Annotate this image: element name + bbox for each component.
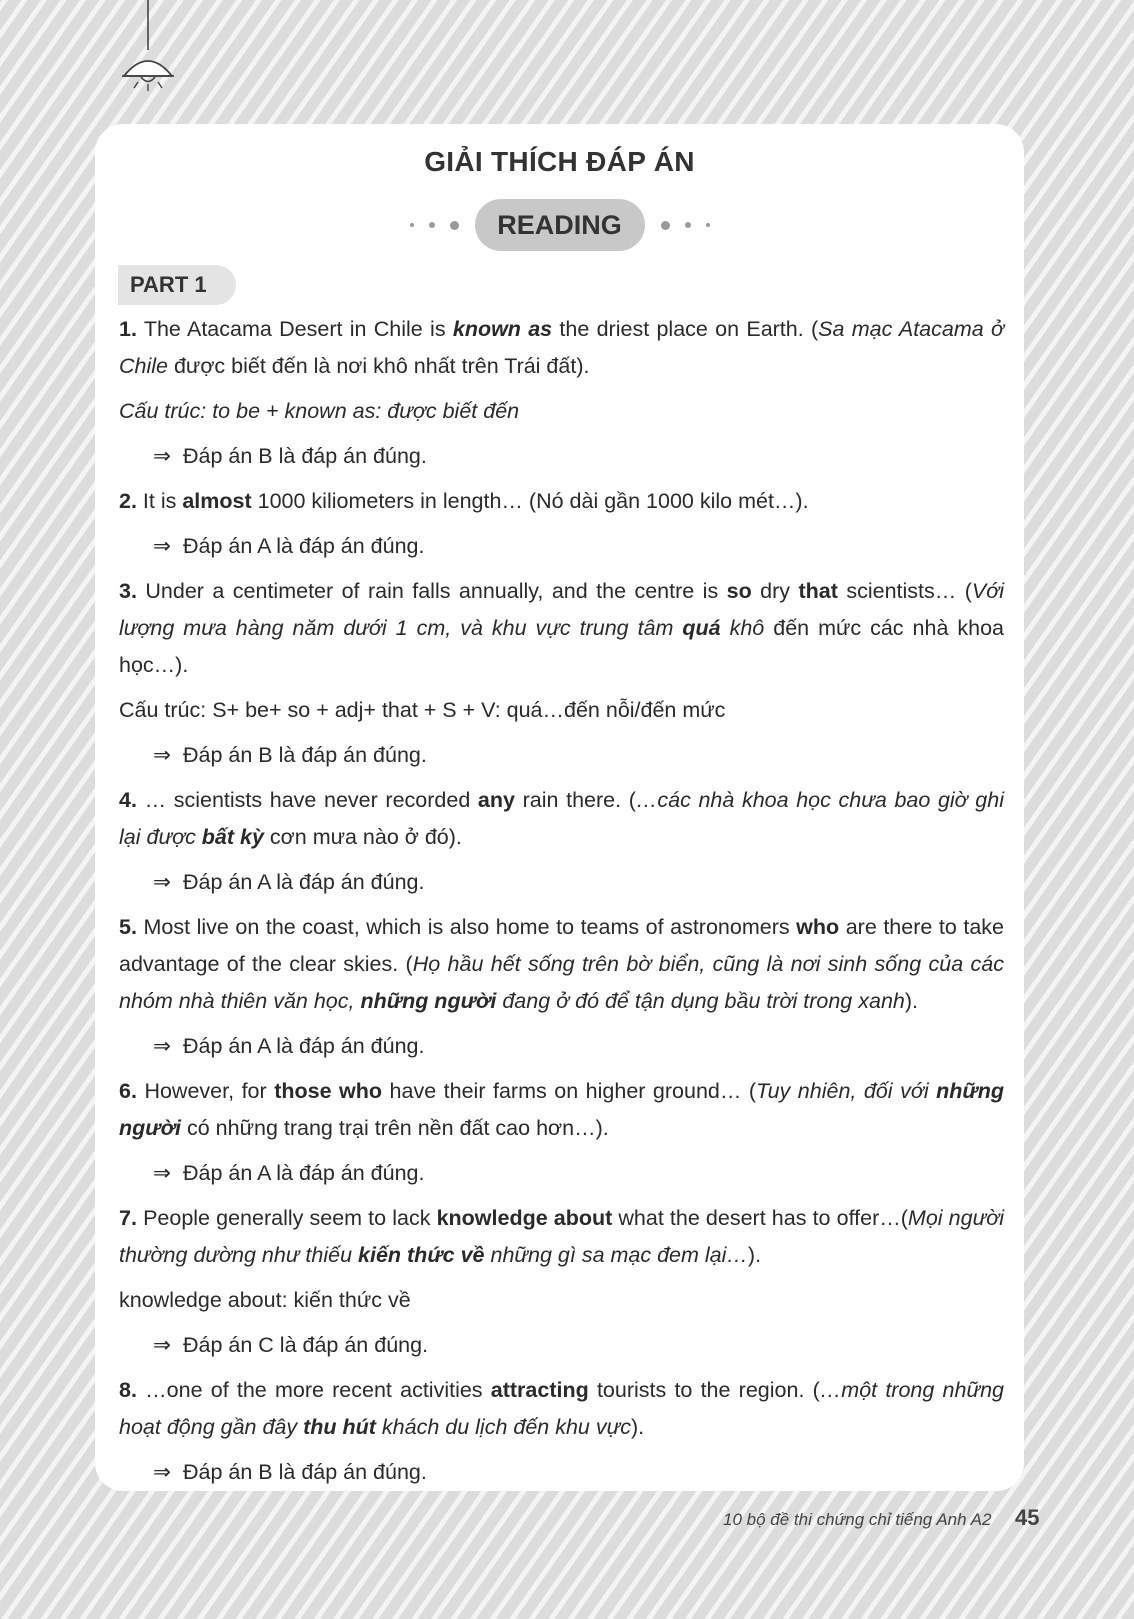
- section-header: [95, 199, 1024, 251]
- dot-icon: [661, 221, 670, 230]
- item-number: 3.: [119, 579, 137, 603]
- implies-arrow-icon: ⇒: [153, 870, 177, 894]
- item-number: 6.: [119, 1079, 137, 1103]
- part-label: PART 1: [118, 265, 236, 305]
- explanation-1: 1. The Atacama Desert in Chile is known as the driest place on Earth. (Sa mạc Atacama ở Chile được biết đến là nơi khô nhất trên Trái đất).: [119, 317, 1004, 378]
- content-card: [95, 124, 1024, 1491]
- answer-line-6: ⇒ Đáp án A là đáp án đúng.: [153, 1161, 425, 1185]
- explanation-2: 2. It is almost 1000 kiliometers in length… (Nó dài gần 1000 kilo mét…).: [119, 489, 809, 513]
- implies-arrow-icon: ⇒: [153, 1460, 177, 1484]
- implies-arrow-icon: ⇒: [153, 743, 177, 767]
- dot-icon: [685, 222, 691, 228]
- explanation-6: 6. However, for those who have their farms on higher ground… (Tuy nhiên, đối với những người có những trang trại trên nền đất cao hơn…).: [119, 1079, 1004, 1140]
- item-number: 7.: [119, 1206, 137, 1230]
- decorative-dots-left: [410, 221, 459, 230]
- explanation-4: 4. … scientists have never recorded any rain there. (…các nhà khoa học chưa bao giờ ghi lại được bất kỳ cơn mưa nào ở đó).: [119, 788, 1004, 849]
- implies-arrow-icon: ⇒: [153, 534, 177, 558]
- answer-line-1: ⇒ Đáp án B là đáp án đúng.: [153, 444, 427, 468]
- item-number: 5.: [119, 915, 137, 939]
- implies-arrow-icon: ⇒: [153, 1034, 177, 1058]
- decorative-dots-right: [661, 221, 710, 230]
- answer-line-7: ⇒ Đáp án C là đáp án đúng.: [153, 1333, 429, 1357]
- footer-book-title: 10 bộ đề thi chứng chỉ tiếng Anh A2: [723, 1510, 992, 1529]
- implies-arrow-icon: ⇒: [153, 1161, 177, 1185]
- hanging-lamp-icon: [116, 0, 186, 95]
- answer-line-2: ⇒ Đáp án A là đáp án đúng.: [153, 534, 425, 558]
- dot-icon: [429, 222, 435, 228]
- grammar-note-1: Cấu trúc: to be + known as: được biết đến: [119, 399, 520, 423]
- page-number: 45: [1015, 1505, 1040, 1530]
- implies-arrow-icon: ⇒: [153, 444, 177, 468]
- implies-arrow-icon: ⇒: [153, 1333, 177, 1357]
- grammar-note-7: knowledge about: kiến thức về: [119, 1288, 411, 1312]
- answer-line-8: ⇒ Đáp án B là đáp án đúng.: [153, 1460, 427, 1484]
- explanation-8: 8. …one of the more recent activities attracting tourists to the region. (…một trong những hoạt động gần đây thu hút khách du lịch đến khu vực).: [119, 1378, 1004, 1439]
- dot-icon: [450, 221, 459, 230]
- page-title: GIẢI THÍCH ĐÁP ÁN: [424, 146, 695, 177]
- explanation-5: 5. Most live on the coast, which is also home to teams of astronomers who are there to take advantage of the clear skies. (Họ hầu hết sống trên bờ biển, cũng là nơi sinh sống của các nhóm nhà thiên văn học, những người đang ở đó để tận dụng bầu trời trong xanh).: [119, 915, 1004, 1013]
- explanation-7: 7. People generally seem to lack knowledge about what the desert has to offer…(Mọi người thường dường như thiếu kiến thức về những gì sa mạc đem lại…).: [119, 1206, 1004, 1267]
- grammar-note-3: Cấu trúc: S+ be+ so + adj+ that + S + V: quá…đến nỗi/đến mức: [119, 698, 726, 722]
- section-label: READING: [475, 199, 645, 251]
- item-number: 1.: [119, 317, 137, 341]
- answer-explanations: [119, 311, 1004, 1499]
- item-number: 4.: [119, 788, 137, 812]
- dot-icon: [410, 223, 414, 227]
- explanation-3: 3. Under a centimeter of rain falls annually, and the centre is so dry that scientists… (Với lượng mưa hàng năm dưới 1 cm, và khu vực trung tâm quá khô đến mức các nhà khoa học…).: [119, 579, 1004, 677]
- item-number: 2.: [119, 489, 137, 513]
- dot-icon: [706, 223, 710, 227]
- answer-line-5: ⇒ Đáp án A là đáp án đúng.: [153, 1034, 425, 1058]
- item-number: 8.: [119, 1378, 137, 1402]
- answer-line-3: ⇒ Đáp án B là đáp án đúng.: [153, 743, 427, 767]
- answer-line-4: ⇒ Đáp án A là đáp án đúng.: [153, 870, 425, 894]
